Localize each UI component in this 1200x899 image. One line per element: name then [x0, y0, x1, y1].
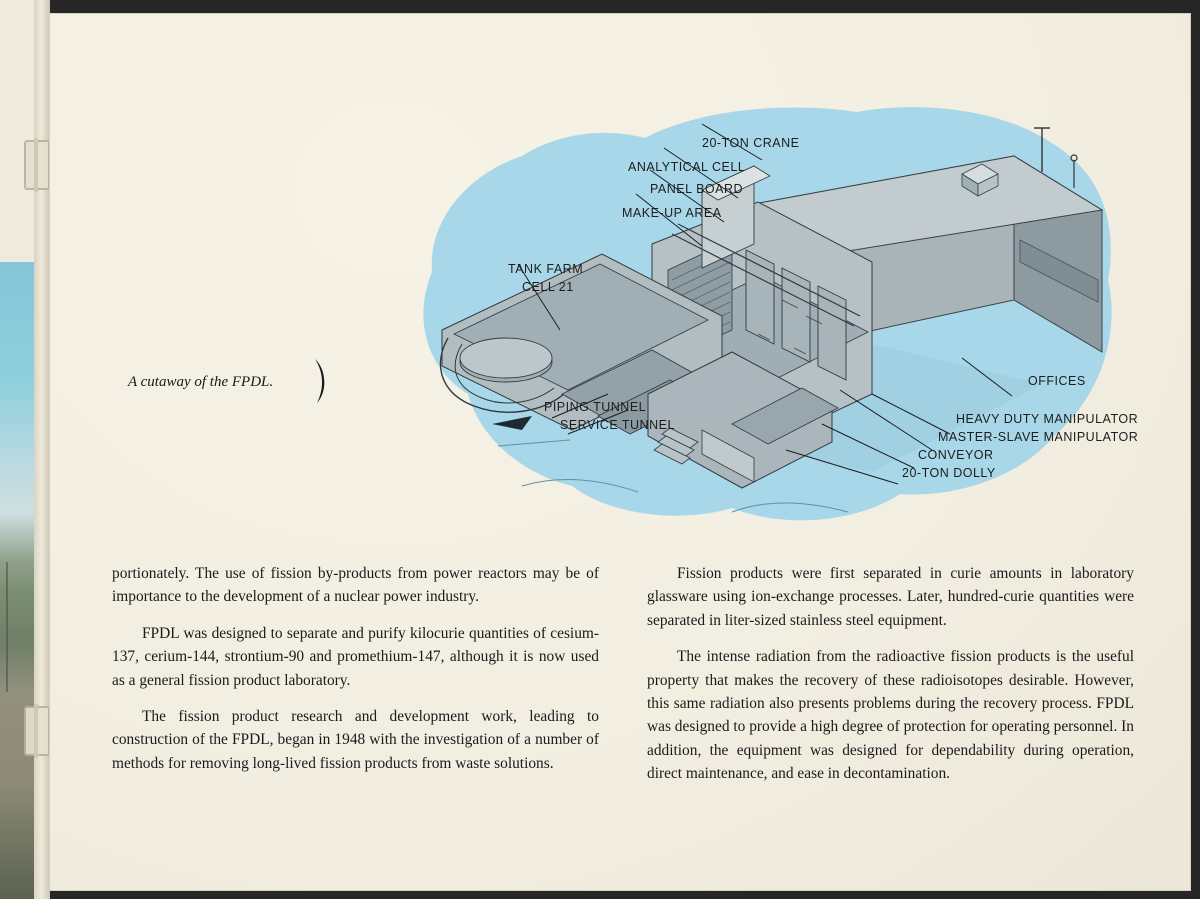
previous-page-photo: [0, 262, 34, 899]
page-sheet: [50, 14, 1190, 890]
figure-label-cell-21: CELL 21: [522, 280, 574, 294]
figure-label-master-slave-manipulator: MASTER-SLAVE MANIPULATOR: [938, 430, 1139, 444]
paragraph: The fission product research and development work, leading to construction of the FPDL, began in 1948 with the investigation of a number of methods for removing long-lived fission products from waste solutions.: [112, 708, 599, 772]
figure-label-service-tunnel: SERVICE TUNNEL: [560, 418, 675, 432]
figure-label-tank-farm: TANK FARM: [508, 262, 584, 276]
figure-label-conveyor: CONVEYOR: [918, 448, 994, 462]
text-column-left: [112, 562, 599, 852]
body-text: [112, 562, 1134, 852]
figure-label-analytical-cell: ANALYTICAL CELL: [628, 160, 746, 174]
caption-arrow-icon: [312, 357, 332, 405]
figure-label-20-ton-dolly: 20-TON DOLLY: [902, 466, 996, 480]
figure-label-offices: OFFICES: [1028, 374, 1086, 388]
figure-label-panel-board: PANEL BOARD: [650, 182, 744, 196]
text-column-right: [647, 562, 1134, 852]
paragraph: Fission products were first separated in curie amounts in laboratory glassware using ion-exchange processes. Later, hundred-curie quantities were separated in liter-sized stainless steel equipment.: [647, 565, 1134, 629]
fpdl-cutaway-figure: [350, 74, 1170, 544]
figure-label-20-ton-crane: 20-TON CRANE: [702, 136, 800, 150]
binding-gutter: [34, 0, 50, 899]
paragraph: The intense radiation from the radioactive fission products is the useful property that makes the recovery of these radioisotopes desirable. However, this same radiation also presents problems during the recovery process. FPDL was designed to provide a high degree of protection for operating personnel. In addition, the equipment was designed for dependability during operation, direct maintenance, and ease in decontamination.: [647, 648, 1134, 783]
figure-label-make-up-area: MAKE-UP AREA: [622, 206, 722, 220]
paragraph: portionately. The use of fission by-products from power reactors may be of importance to the development of a nuclear power industry.: [112, 565, 599, 606]
staple-bottom: [24, 706, 50, 756]
figure-artwork: [402, 94, 1122, 534]
figure-label-heavy-duty-manipulator: HEAVY DUTY MANIPULATOR: [956, 412, 1139, 426]
previous-page-edge: [0, 0, 34, 899]
figure-label-piping-tunnel: PIPING TUNNEL: [544, 400, 647, 414]
paragraph: FPDL was designed to separate and purify kilocurie quantities of cesium-137, cerium-144, strontium-90 and promethium-147, although it is now used as a general fission product laboratory.: [112, 624, 599, 689]
figure-caption: A cutaway of the FPDL.: [128, 374, 274, 390]
staple-top: [24, 140, 50, 190]
